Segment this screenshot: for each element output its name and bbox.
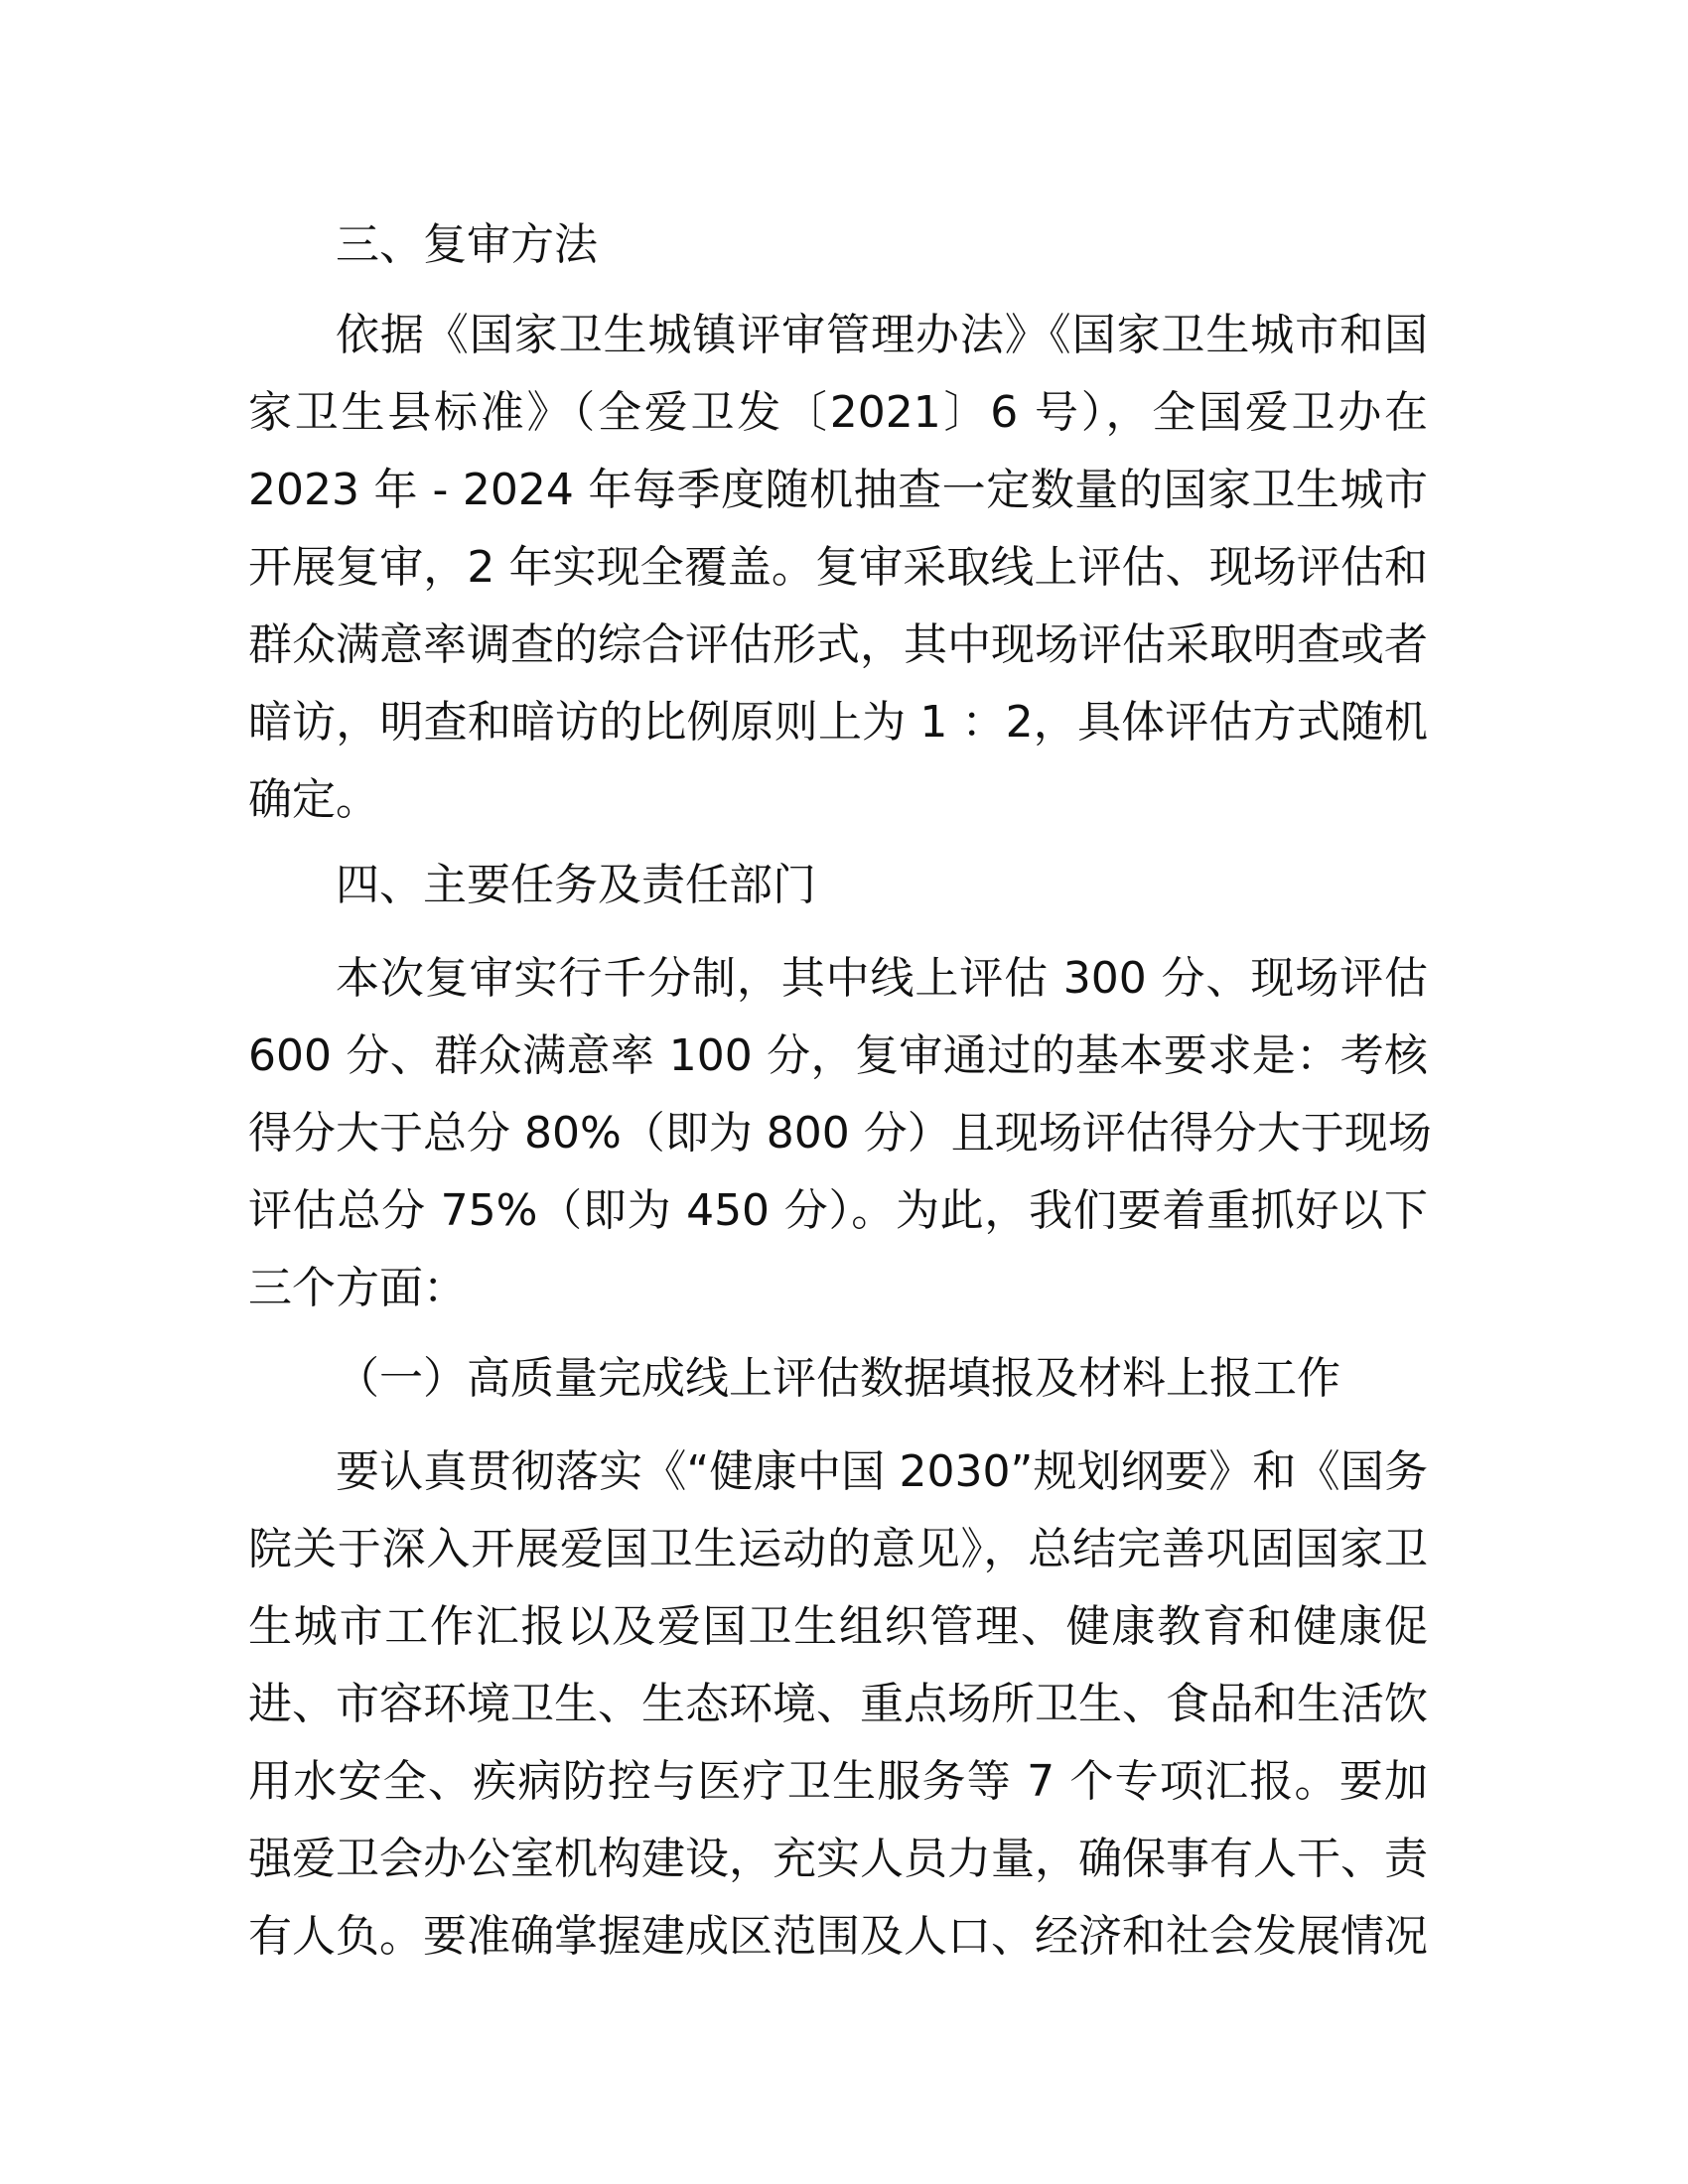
text-line: 得分大于总分 80%（即为 800 分）且现场评估得分大于现场 bbox=[248, 1108, 1432, 1159]
body-paragraph bbox=[248, 297, 1428, 839]
section-heading bbox=[248, 206, 1428, 284]
text-line: 四、主要任务及责任部门 bbox=[336, 860, 816, 910]
text-line: 依据《国家卫生城镇评审管理办法》《国家卫生城市和国 bbox=[336, 310, 1428, 360]
text-line: 暗访，明查和暗访的比例原则上为 1 ：2，具体评估方式随机 bbox=[248, 697, 1428, 748]
text-line: 生城市工作汇报以及爱国卫生组织管理、健康教育和健康促 bbox=[248, 1601, 1428, 1652]
text-line: 院关于深入开展爱国卫生运动的意见》，总结完善巩固国家卫 bbox=[248, 1524, 1428, 1574]
text-line: 本次复审实行千分制，其中线上评估 300 分、现场评估 bbox=[336, 953, 1428, 1004]
text-line: 600 分、群众满意率 100 分，复审通过的基本要求是：考核 bbox=[248, 1030, 1428, 1081]
text-line: 有人负。要准确掌握建成区范围及人口、经济和社会发展情况 bbox=[248, 1911, 1428, 1962]
text-line: 2023 年 - 2024 年每季度随机抽查一定数量的国家卫生城市 bbox=[248, 465, 1428, 515]
section-heading bbox=[248, 1340, 1428, 1418]
text-line: 开展复审，2 年实现全覆盖。复审采取线上评估、现场评估和 bbox=[248, 542, 1428, 593]
text-line: 三个方面： bbox=[248, 1263, 467, 1313]
text-line: 三、复审方法 bbox=[336, 219, 598, 270]
section-heading bbox=[248, 847, 1428, 924]
text-line: 用水安全、疾病防控与医疗卫生服务等 7 个专项汇报。要加 bbox=[248, 1756, 1428, 1807]
text-line: 强爱卫会办公室机构建设，充实人员力量，确保事有人干、责 bbox=[248, 1834, 1428, 1884]
text-line: 确定。 bbox=[248, 774, 379, 825]
text-line: 家卫生县标准》（全爱卫发〔2021〕6 号），全国爱卫办在 bbox=[248, 387, 1428, 438]
text-line: 群众满意率调查的综合评估形式，其中现场评估采取明查或者 bbox=[248, 619, 1428, 670]
text-line: 评估总分 75%（即为 450 分）。为此，我们要着重抓好以下 bbox=[248, 1185, 1428, 1236]
text-line: （一）高质量完成线上评估数据填报及材料上报工作 bbox=[336, 1353, 1340, 1404]
text-line: 进、市容环境卫生、生态环境、重点场所卫生、食品和生活饮 bbox=[248, 1679, 1428, 1729]
text-line: 要认真贯彻落实《“健康中国 2030”规划纲要》和《国务 bbox=[336, 1446, 1428, 1497]
body-paragraph bbox=[248, 1433, 1428, 1976]
body-paragraph bbox=[248, 940, 1432, 1327]
